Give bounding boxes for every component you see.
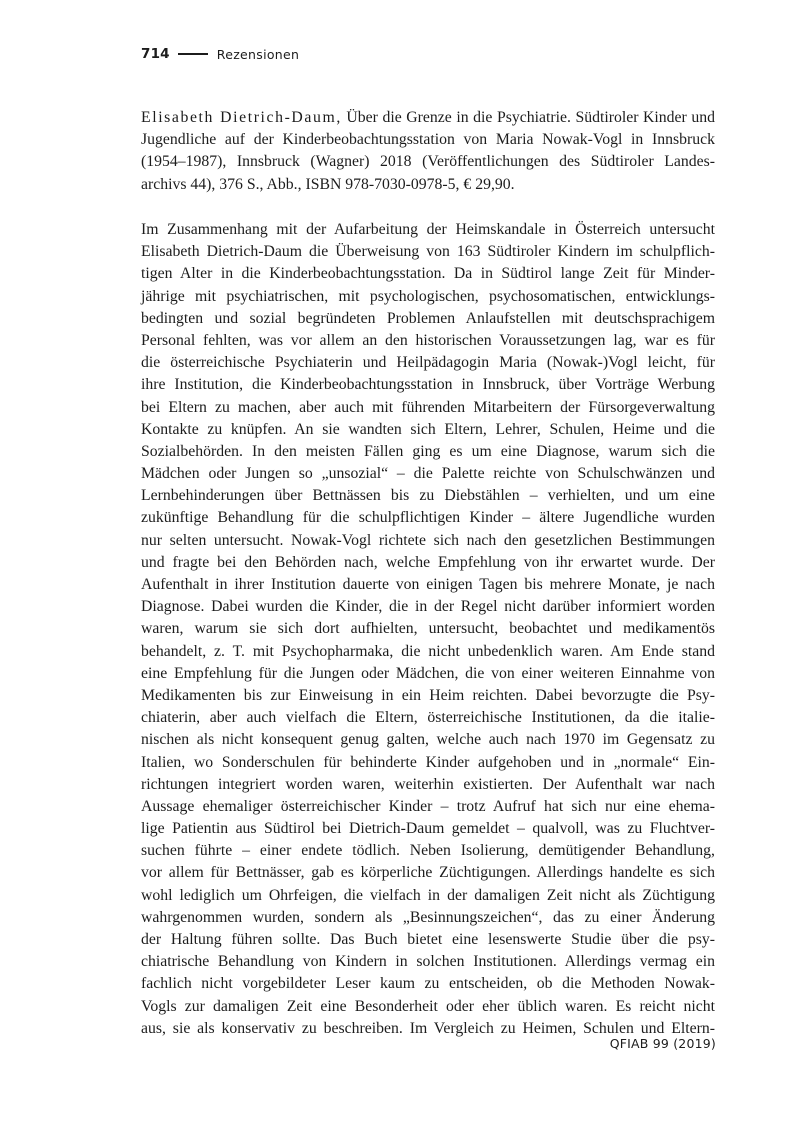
header-rule	[178, 53, 208, 55]
review-line: nischen als nicht konsequent genug galten, welche auch nach 1970 im Gegensatz zu	[141, 731, 715, 749]
review-line: behandelt, z. T. mit Psychopharmaka, die nicht unbedenklich waren. Am Ende stand	[141, 642, 715, 660]
review-line: Medikamenten bis zur Einweisung in ein Heim reichten. Dabei bevorzugte die Psy-	[141, 686, 715, 704]
biblio-line: (1954–1987), Innsbruck (Wagner) 2018 (Veröffentlichungen des Südtiroler Landes-	[141, 153, 715, 171]
review-line: Personal fehlten, was vor allem an den historischen Voraussetzungen lag, war es für	[141, 331, 715, 349]
review-line: wahrgenommen wurden, sondern als „Besinnungszeichen“, das zu einer Änderung	[141, 908, 715, 926]
review-line: Im Zusammenhang mit der Aufarbeitung der Heimskandale in Österreich untersucht	[141, 221, 715, 238]
section-title: Rezensionen	[216, 46, 300, 62]
review-line: wohl lediglich um Ohrfeigen, die vielfach in der damaligen Zeit nicht als Züchtigung	[141, 886, 715, 904]
review-line: tigen Alter in die Kinderbeobachtungsstation. Da in Südtirol lange Zeit für Minder-	[141, 265, 715, 283]
bibliographic-entry	[141, 107, 715, 196]
review-line: zukünftige Behandlung für die schulpflichtigen Kinder – ältere Jugendliche wurden	[141, 509, 715, 527]
review-line: Elisabeth Dietrich-Daum die Überweisung von 163 Südtiroler Kindern im schulpflich-	[141, 243, 715, 261]
biblio-line: archivs 44), 376 S., Abb., ISBN 978-7030-0978-5, € 29,90.	[141, 175, 515, 193]
review-line: Aussage ehemaliger österreichischer Kinder – trotz Aufruf hat sich nur eine ehema-	[141, 797, 715, 815]
review-text	[141, 219, 715, 1040]
review-line: jährige mit psychiatrischen, mit psychologischen, psychosomatischen, entwicklungs-	[141, 287, 715, 305]
review-line: suchen führte – einer endete tödlich. Neben Isolierung, demütigender Behandlung,	[141, 842, 715, 860]
review-line: und fragte bei den Behörden nach, welche Empfehlung von ihr erwartet wurde. Der	[141, 553, 715, 571]
review-line: lige Patientin aus Südtirol bei Dietrich-Daum gemeldet – qualvoll, was zu Fluchtver-	[141, 820, 715, 838]
review-line: fachlich nicht vorgebildeter Leser kaum zu entscheiden, ob die Methoden Nowak-	[141, 975, 715, 993]
review-line: Mädchen oder Jungen so „unsozial“ – die Palette reichte von Schulschwänzen und	[141, 465, 715, 483]
review-line: vor allem für Bettnässer, gab es körperliche Züchtigungen. Allerdings handelte es sich	[141, 864, 715, 882]
biblio-line	[141, 107, 715, 129]
book-author: Elisabeth Dietrich-Daum,	[141, 109, 342, 126]
review-line: eine Empfehlung für die Jungen oder Mädchen, die von einer weiteren Einnahme von	[141, 664, 715, 682]
review-line: chiatrische Behandlung von Kindern in solchen Institutionen. Allerdings vermag ein	[141, 953, 715, 971]
review-line: waren, warum sie sich dort aufhielten, untersucht, beobachtet und medikamentös	[141, 620, 715, 638]
review-line: chiaterin, aber auch vielfach die Eltern, österreichische Institutionen, da die italie-	[141, 709, 715, 727]
review-line: Vogls zur damaligen Zeit eine Besonderheit oder eher üblich waren. Es reicht nicht	[141, 997, 715, 1015]
review-line: die österreichische Psychiaterin und Heilpädagogin Maria (Nowak-)Vogl leicht, für	[141, 354, 715, 372]
journal-footer: QFIAB 99 (2019)	[609, 1036, 716, 1051]
review-line: Italien, wo Sonderschulen für behinderte Kinder aufgehoben und in „normale“ Ein-	[141, 753, 715, 771]
review-line: der Haltung führen sollte. Das Buch bietet eine lesenswerte Studie über die psy-	[141, 931, 715, 948]
review-line: Lernbehinderungen über Bettnässen bis zu Diebstählen – verhielten, und um eine	[141, 487, 715, 505]
review-line: Kontakte zu knüpfen. An sie wandten sich Eltern, Lehrer, Schulen, Heime und die	[141, 420, 715, 438]
biblio-line: Jugendliche auf der Kinderbeobachtungsstation von Maria Nowak-Vogl in Innsbruck	[141, 131, 715, 149]
page-number: 714	[141, 46, 170, 62]
review-line: ihre Institution, die Kinderbeobachtungsstation in Innsbruck, über Vorträge Werbung	[141, 376, 715, 394]
review-line: bei Eltern zu machen, aber auch mit führenden Mitarbeitern der Fürsorgeverwaltung	[141, 398, 715, 416]
review-line: nur selten untersucht. Nowak-Vogl richtete sich nach den gesetzlichen Bestimmungen	[141, 531, 715, 549]
review-line: Aufenthalt in ihrer Institution dauerte von einigen Tagen bis mehrere Monate, je nach	[141, 576, 715, 593]
review-line: bedingten und sozial begründeten Problemen Anlaufstellen mit deutschsprachigem	[141, 309, 715, 327]
review-line: Sozialbehörden. In den meisten Fällen ging es um eine Diagnose, warum sich die	[141, 442, 715, 460]
book-title: Über die Grenze in die Psychiatrie. Südtiroler Kinder und	[341, 109, 715, 126]
review-line: Diagnose. Dabei wurden die Kinder, die in der Regel nicht darüber informiert worden	[141, 598, 715, 616]
running-header	[141, 44, 299, 64]
review-line: richtungen integriert worden waren, weiterhin existierten. Der Aufenthalt war nach	[141, 775, 715, 793]
review-line: aus, sie als konservativ zu beschreiben. Im Vergleich zu Heimen, Schulen und Eltern-	[141, 1019, 715, 1037]
